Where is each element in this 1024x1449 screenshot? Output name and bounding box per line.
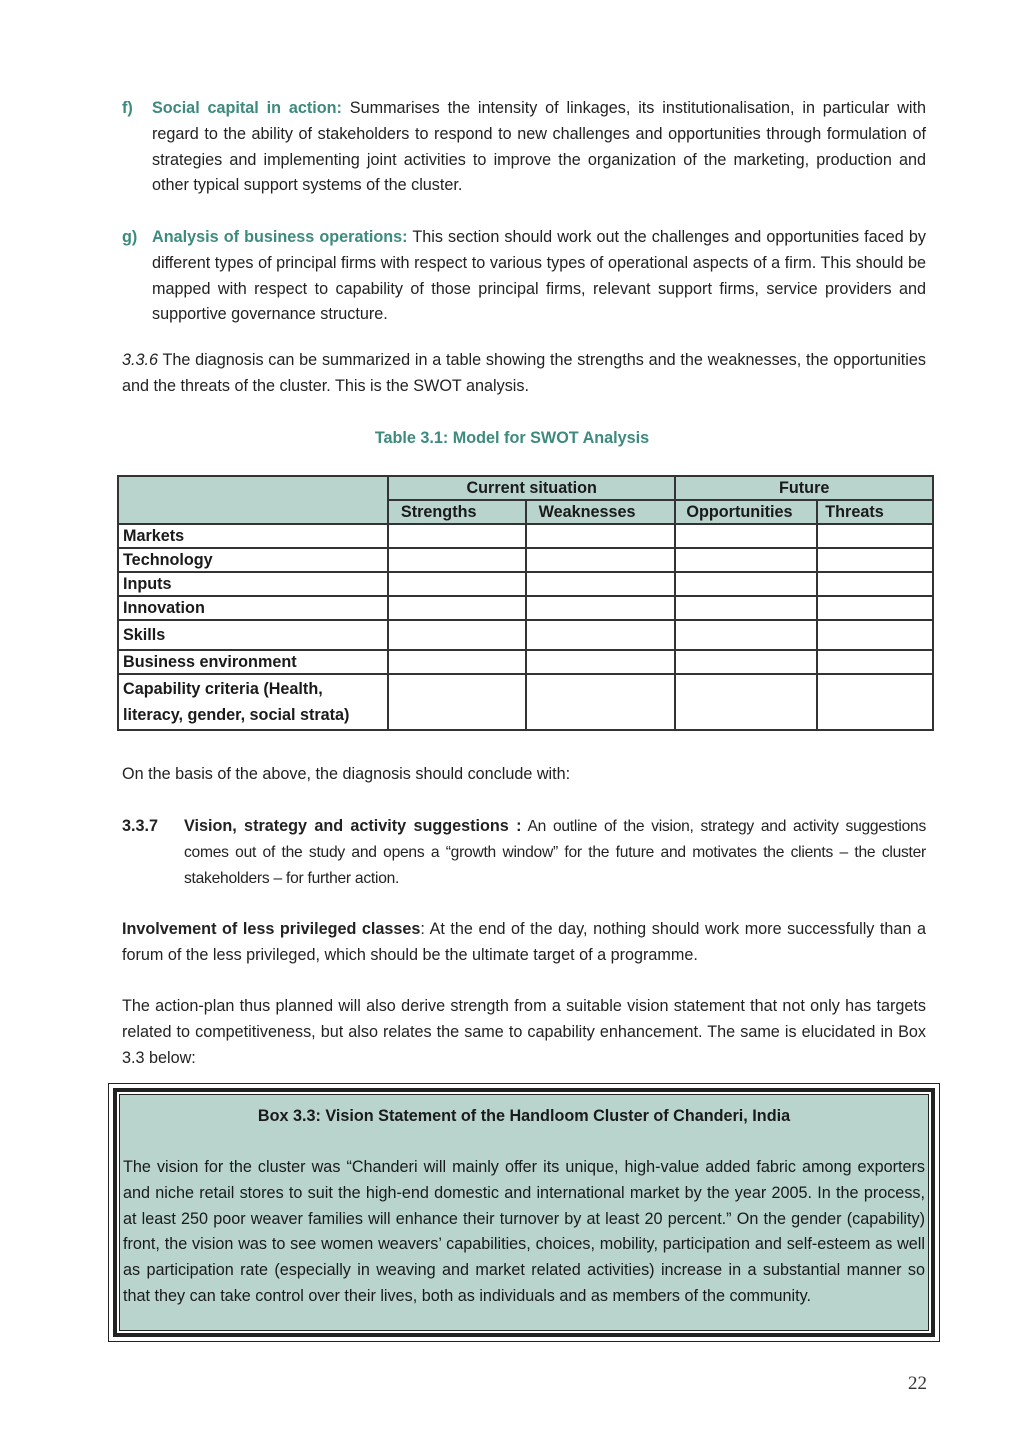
- column-header-opportunities: Opportunities: [675, 500, 817, 524]
- section-heading: Vision, strategy and activity suggestions :: [184, 817, 522, 835]
- row-label: Capability criteria (Health, literacy, gender, social strata): [118, 674, 388, 730]
- list-item-g: [152, 225, 926, 328]
- column-header-threats: Threats: [817, 500, 933, 524]
- page-number: 22: [908, 1373, 927, 1394]
- row-label: Inputs: [118, 572, 388, 596]
- table-row: [118, 650, 933, 674]
- section-number: 3.3.7: [122, 817, 159, 835]
- paragraph-involvement-text: : At the end of the day, nothing should work more successfully than a forum of the less privileged, which should be the ultimate target of a programme.: [122, 920, 926, 964]
- column-header-strengths: Strengths: [388, 500, 526, 524]
- row-label: Business environment: [118, 650, 388, 674]
- row-label: Technology: [118, 548, 388, 572]
- paragraph-basis: On the basis of the above, the diagnosis should conclude with:: [122, 765, 571, 783]
- swot-table: [117, 475, 934, 731]
- box-3-3: [108, 1083, 940, 1342]
- group-header-current: Current situation: [388, 476, 675, 500]
- paragraph-text: The diagnosis can be summarized in a table showing the strengths and the weaknesses, the opportunities and the threats of the cluster. This is the SWOT analysis.: [122, 351, 926, 395]
- row-label: Innovation: [118, 596, 388, 620]
- section-text: An outline of the vision, strategy and activity suggestions comes out of the study and opens a “growth window” for the future and motivates the clients – the cluster stakeholders – for further action.: [184, 818, 926, 887]
- paragraph-involvement-heading: Involvement of less privileged classes: [122, 920, 421, 938]
- column-header-weaknesses: Weaknesses: [526, 500, 676, 524]
- paragraph-number: 3.3.6: [122, 351, 159, 369]
- row-label: Markets: [118, 524, 388, 548]
- box-text: The vision for the cluster was “Chanderi will mainly offer its unique, high-value added fabric among exporters and niche retail stores to suit the high-end domestic and international market by the year 2005. In the process, at least 250 poor weaver families will enhance their turnover by at least 20 percent.” On the gender (capability) front, the vision was to see women weavers’ capabilities, choices, mobility, participation and self-esteem as well as participation rate (especially in weaving and market related activities) increase in a substantial manner so that they can take control over their lives, both as individuals and as members of the community.: [123, 1158, 925, 1305]
- list-marker-f: f): [122, 99, 133, 117]
- table-row: [118, 572, 933, 596]
- list-item-g-text: This section should work out the challenges and opportunities faced by different types of principal firms with respect to various types of operational aspects of a firm. This should be mapped with respect to capability of those principal firms, relevant support firms, service providers and supportive governance structure.: [152, 228, 926, 324]
- table-row: [118, 674, 933, 730]
- section-3-3-7: [184, 814, 926, 891]
- list-item-f-text: Summarises the intensity of linkages, its institutionalisation, in particular with regard to the ability of stakeholders to respond to new challenges and opportunities through formulation of strategies and implementing joint activities to improve the organization of the marketing, production and other typical support systems of the cluster.: [152, 99, 926, 195]
- table-row: [118, 524, 933, 548]
- paragraph-3-3-6: [122, 348, 926, 400]
- table-row: [118, 620, 933, 650]
- group-header-future: Future: [675, 476, 933, 500]
- list-item-f: [152, 96, 926, 199]
- table-caption: Table 3.1: Model for SWOT Analysis: [374, 429, 650, 447]
- list-marker-g: g): [122, 228, 138, 246]
- box-content: [119, 1094, 929, 1331]
- table-row: [118, 596, 933, 620]
- row-label: Skills: [118, 620, 388, 650]
- table-row: [118, 548, 933, 572]
- list-item-f-heading: Social capital in action:: [152, 99, 342, 117]
- table-corner-cell: [118, 476, 388, 524]
- box-title: Box 3.3: Vision Statement of the Handloom Cluster of Chanderi, India: [257, 1107, 791, 1125]
- list-item-g-heading: Analysis of business operations:: [152, 228, 408, 246]
- paragraph-involvement: [122, 917, 926, 969]
- box-frame: [113, 1088, 935, 1337]
- paragraph-action-plan: The action-plan thus planned will also derive strength from a suitable vision statement that not only has targets related to competitiveness, but also relates the same to capability enhancement. The same is elucidated in Box 3.3 below:: [122, 997, 926, 1067]
